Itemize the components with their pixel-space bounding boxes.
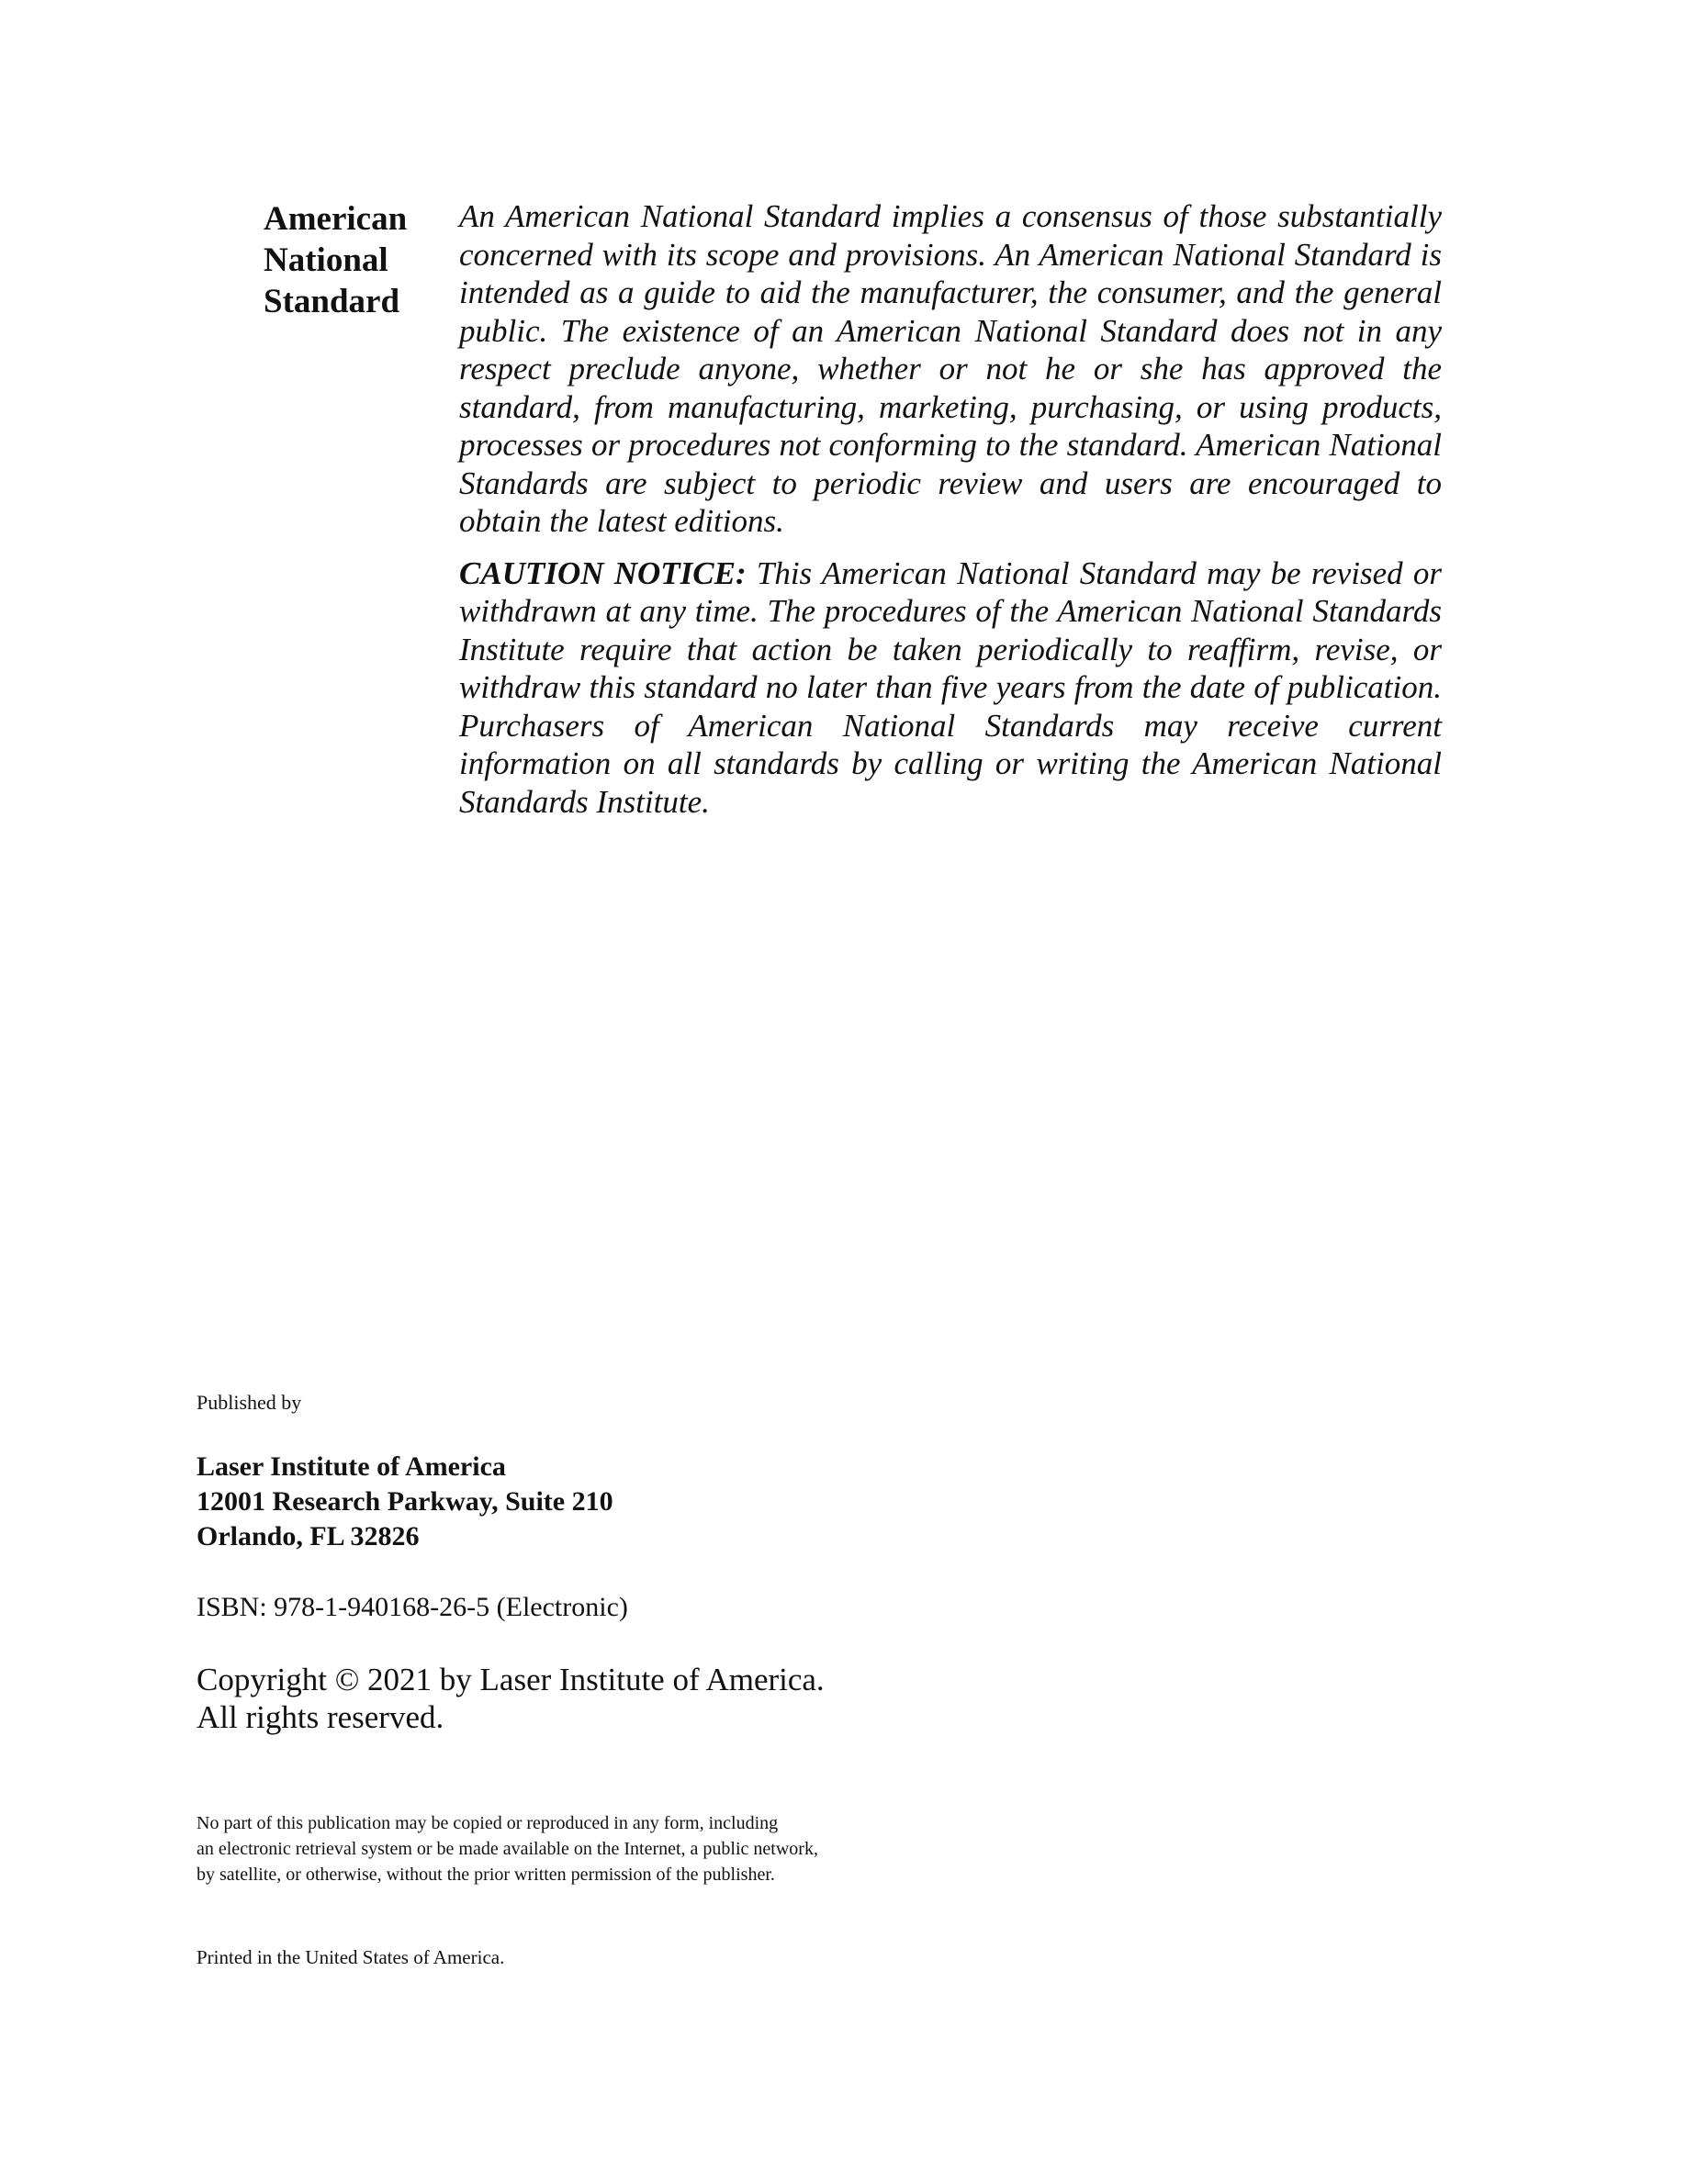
notice-line: an electronic retrieval system or be made available on the Internet, a public network, [197,1839,818,1859]
publisher-name: Laser Institute of America [197,1451,506,1482]
notice-line: No part of this publication may be copied or reproduced in any form, including [197,1813,779,1833]
isbn-line: ISBN: 978-1-940168-26-5 (Electronic) [197,1592,628,1622]
caution-paragraph [459,554,1442,822]
publisher-city: Orlando, FL 32826 [197,1521,420,1551]
caution-text: This American National Standard may be revised or withdrawn at any time. The procedures of the American National Standards Institute require that action be taken periodically to reaffirm, revise, or withdraw this standard no later than five years from the date of publication. Purchasers of American National Standards may receive current information on all standards by calling or writing the American National Standards Institute. [459,554,1442,820]
standard-heading [264,198,429,322]
publisher-address [197,1450,613,1554]
standard-statement [459,197,1442,821]
printed-in-line: Printed in the United States of America. [197,1946,505,1968]
reproduction-notice [197,1810,818,1887]
notice-line: by satellite, or otherwise, without the prior written permission of the publisher. [197,1865,775,1885]
published-by-label: Published by [197,1391,302,1414]
consensus-paragraph: An American National Standard implies a consensus of those substantially concerned with its scope and provisions. An American National Standard is intended as a guide to aid the manufacturer, the consumer, and the general public. The existence of an American National Standard does not in any respect preclude anyone, whether or not he or she has approved the standard, from manufacturing, marketing, purchasing, or using products, processes or procedures not conforming to the standard. American National Standards are subject to periodic review and users are encouraged to obtain the latest editions. [459,198,1442,539]
copyright-line: Copyright © 2021 by Laser Institute of America. [197,1662,825,1697]
rights-line: All rights reserved. [197,1699,444,1735]
standard-heading-line: Standard [264,283,400,320]
publisher-street: 12001 Research Parkway, Suite 210 [197,1486,613,1517]
copyright-block [197,1661,825,1736]
standard-heading-line: National [264,241,388,279]
caution-label: CAUTION NOTICE: [459,554,747,591]
standard-heading-line: American [264,200,408,238]
